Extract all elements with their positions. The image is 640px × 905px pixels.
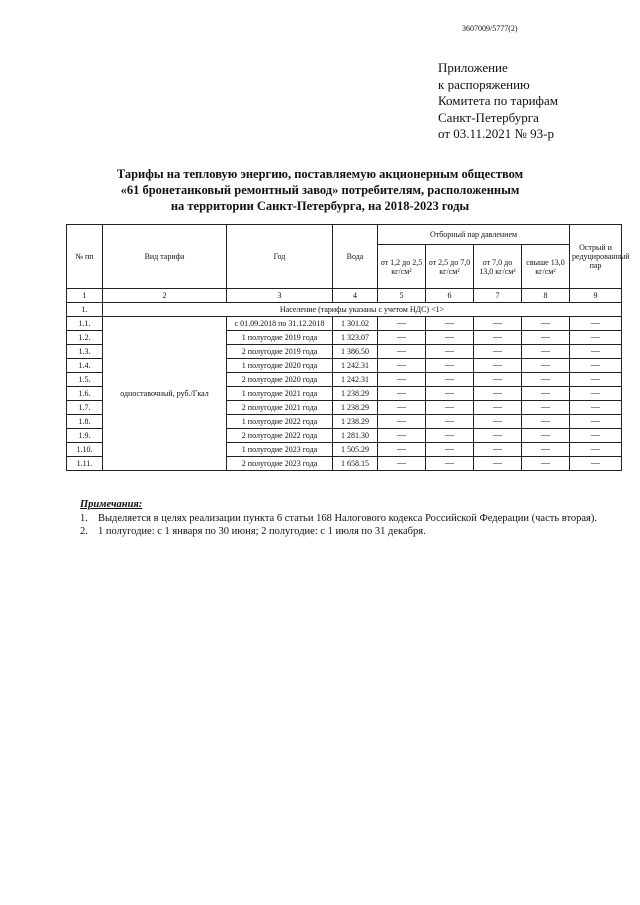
row-water-value: 1 242.31: [333, 373, 378, 387]
tariff-table: [66, 224, 630, 471]
row-dash: —: [426, 359, 474, 373]
row-dash: —: [570, 317, 622, 331]
row-dash: —: [474, 359, 522, 373]
row-dash: —: [378, 443, 426, 457]
row-dash: —: [474, 457, 522, 471]
row-water-value: 1 505.29: [333, 443, 378, 457]
row-number: 1.9.: [67, 429, 103, 443]
row-water-value: 1 238.29: [333, 387, 378, 401]
row-number: 1.7.: [67, 401, 103, 415]
column-number: 6: [426, 289, 474, 303]
appendix-block: [438, 60, 558, 143]
row-period: 1 полугодие 2019 года: [227, 331, 333, 345]
row-dash: —: [426, 331, 474, 345]
row-dash: —: [474, 345, 522, 359]
row-dash: —: [426, 345, 474, 359]
row-dash: —: [522, 429, 570, 443]
row-dash: —: [378, 359, 426, 373]
row-dash: —: [570, 331, 622, 345]
row-dash: —: [474, 387, 522, 401]
column-number: 5: [378, 289, 426, 303]
row-dash: —: [426, 415, 474, 429]
row-dash: —: [378, 373, 426, 387]
note-item: [80, 512, 630, 526]
row-dash: —: [474, 443, 522, 457]
row-period: 1 полугодие 2023 года: [227, 443, 333, 457]
row-number: 1.10.: [67, 443, 103, 457]
appendix-line: к распоряжению: [438, 76, 530, 92]
row-number: 1.8.: [67, 415, 103, 429]
row-dash: —: [474, 401, 522, 415]
column-number: 7: [474, 289, 522, 303]
row-dash: —: [522, 401, 570, 415]
row-dash: —: [426, 457, 474, 471]
row-dash: —: [570, 443, 622, 457]
appendix-line: Санкт-Петербурга: [438, 109, 539, 125]
header-pressure-4: свыше 13,0 кг/см²: [522, 245, 570, 289]
row-dash: —: [426, 429, 474, 443]
document-id: 3607009/5777(2): [462, 24, 518, 33]
row-period: 2 полугодие 2021 года: [227, 401, 333, 415]
row-dash: —: [522, 345, 570, 359]
row-dash: —: [570, 415, 622, 429]
note-number: 2.: [80, 526, 88, 537]
title-line: «61 бронетанковый ремонтный завод» потребителям, расположенным: [120, 183, 520, 197]
row-dash: —: [570, 429, 622, 443]
note-text: Выделяется в целях реализации пункта 6 статьи 168 Налогового кодекса Российской Федерации (часть вторая).: [98, 512, 598, 524]
row-period: 2 полугодие 2019 года: [227, 345, 333, 359]
row-number: 1.3.: [67, 345, 103, 359]
header-water: Вода: [333, 225, 378, 289]
appendix-line: Приложение: [438, 60, 508, 75]
appendix-line: от 03.11.2021 № 93-р: [438, 126, 555, 141]
row-dash: —: [570, 387, 622, 401]
header-num: № пп: [67, 225, 103, 289]
row-period: 1 полугодие 2022 года: [227, 415, 333, 429]
row-dash: —: [522, 359, 570, 373]
row-dash: —: [474, 373, 522, 387]
header-tariff-type: Вид тарифа: [103, 225, 227, 289]
row-water-value: 1 238.29: [333, 401, 378, 415]
row-dash: —: [522, 415, 570, 429]
row-dash: —: [570, 401, 622, 415]
header-pressure-1: от 1,2 до 2,5 кг/см²: [378, 245, 426, 289]
document-title: [50, 166, 590, 214]
row-dash: —: [426, 443, 474, 457]
column-number: 9: [570, 289, 622, 303]
row-water-value: 1 301.02: [333, 317, 378, 331]
row-dash: —: [522, 443, 570, 457]
row-dash: —: [474, 331, 522, 345]
row-dash: —: [378, 331, 426, 345]
row-dash: —: [378, 457, 426, 471]
section-num: 1.: [67, 303, 103, 317]
row-number: 1.5.: [67, 373, 103, 387]
row-period: 2 полугодие 2020 года: [227, 373, 333, 387]
row-dash: —: [522, 373, 570, 387]
row-dash: —: [570, 457, 622, 471]
row-water-value: 1 281.30: [333, 429, 378, 443]
notes-block: [80, 498, 630, 539]
row-period: 2 полугодие 2022 года: [227, 429, 333, 443]
row-period: 1 полугодие 2021 года: [227, 387, 333, 401]
row-dash: —: [426, 401, 474, 415]
header-steam-group: Отборный пар давлением: [378, 225, 570, 245]
row-dash: —: [474, 415, 522, 429]
row-dash: —: [378, 401, 426, 415]
row-number: 1.11.: [67, 457, 103, 471]
row-dash: —: [378, 387, 426, 401]
note-item: [80, 525, 630, 539]
row-dash: —: [474, 429, 522, 443]
row-dash: —: [522, 387, 570, 401]
row-dash: —: [426, 387, 474, 401]
title-line: Тарифы на тепловую энергию, поставляемую акционерным обществом: [116, 167, 524, 181]
row-water-value: 1 386.50: [333, 345, 378, 359]
row-water-value: 1 238.29: [333, 415, 378, 429]
row-dash: —: [378, 415, 426, 429]
row-dash: —: [426, 373, 474, 387]
column-number: 1: [67, 289, 103, 303]
row-number: 1.2.: [67, 331, 103, 345]
appendix-line: Комитета по тарифам: [438, 93, 558, 108]
section-label: Население (тарифы указаны с учетом НДС) <1>: [103, 303, 622, 317]
row-number: 1.4.: [67, 359, 103, 373]
header-year: Год: [227, 225, 333, 289]
row-dash: —: [570, 359, 622, 373]
row-dash: —: [570, 345, 622, 359]
row-dash: —: [426, 317, 474, 331]
column-number: 8: [522, 289, 570, 303]
row-dash: —: [474, 317, 522, 331]
row-dash: —: [570, 373, 622, 387]
column-number: 2: [103, 289, 227, 303]
row-dash: —: [522, 457, 570, 471]
row-number: 1.1.: [67, 317, 103, 331]
note-number: 1.: [80, 512, 88, 524]
row-dash: —: [378, 429, 426, 443]
header-sharp-steam: Острый и редуцированный пар: [570, 225, 622, 289]
header-pressure-2: от 2,5 до 7,0 кг/см²: [426, 245, 474, 289]
title-line: на территории Санкт-Петербурга, на 2018-2023 годы: [170, 199, 470, 213]
table-row: [67, 317, 622, 331]
row-water-value: 1 658.15: [333, 457, 378, 471]
note-text: 1 полугодие: с 1 января по 30 июня; 2 полугодие: с 1 июля по 31 декабря.: [98, 526, 426, 537]
row-dash: —: [522, 317, 570, 331]
notes-title: Примечания:: [80, 499, 143, 510]
tariff-type: одноставочный, руб./Гкал: [103, 317, 227, 471]
row-period: с 01.09.2018 по 31.12.2018: [227, 317, 333, 331]
row-dash: —: [522, 331, 570, 345]
row-dash: —: [378, 345, 426, 359]
header-pressure-3: от 7,0 до 13,0 кг/см²: [474, 245, 522, 289]
row-water-value: 1 323.07: [333, 331, 378, 345]
row-water-value: 1 242.31: [333, 359, 378, 373]
row-period: 2 полугодие 2023 года: [227, 457, 333, 471]
column-number: 3: [227, 289, 333, 303]
row-dash: —: [378, 317, 426, 331]
column-number: 4: [333, 289, 378, 303]
row-number: 1.6.: [67, 387, 103, 401]
row-period: 1 полугодие 2020 года: [227, 359, 333, 373]
